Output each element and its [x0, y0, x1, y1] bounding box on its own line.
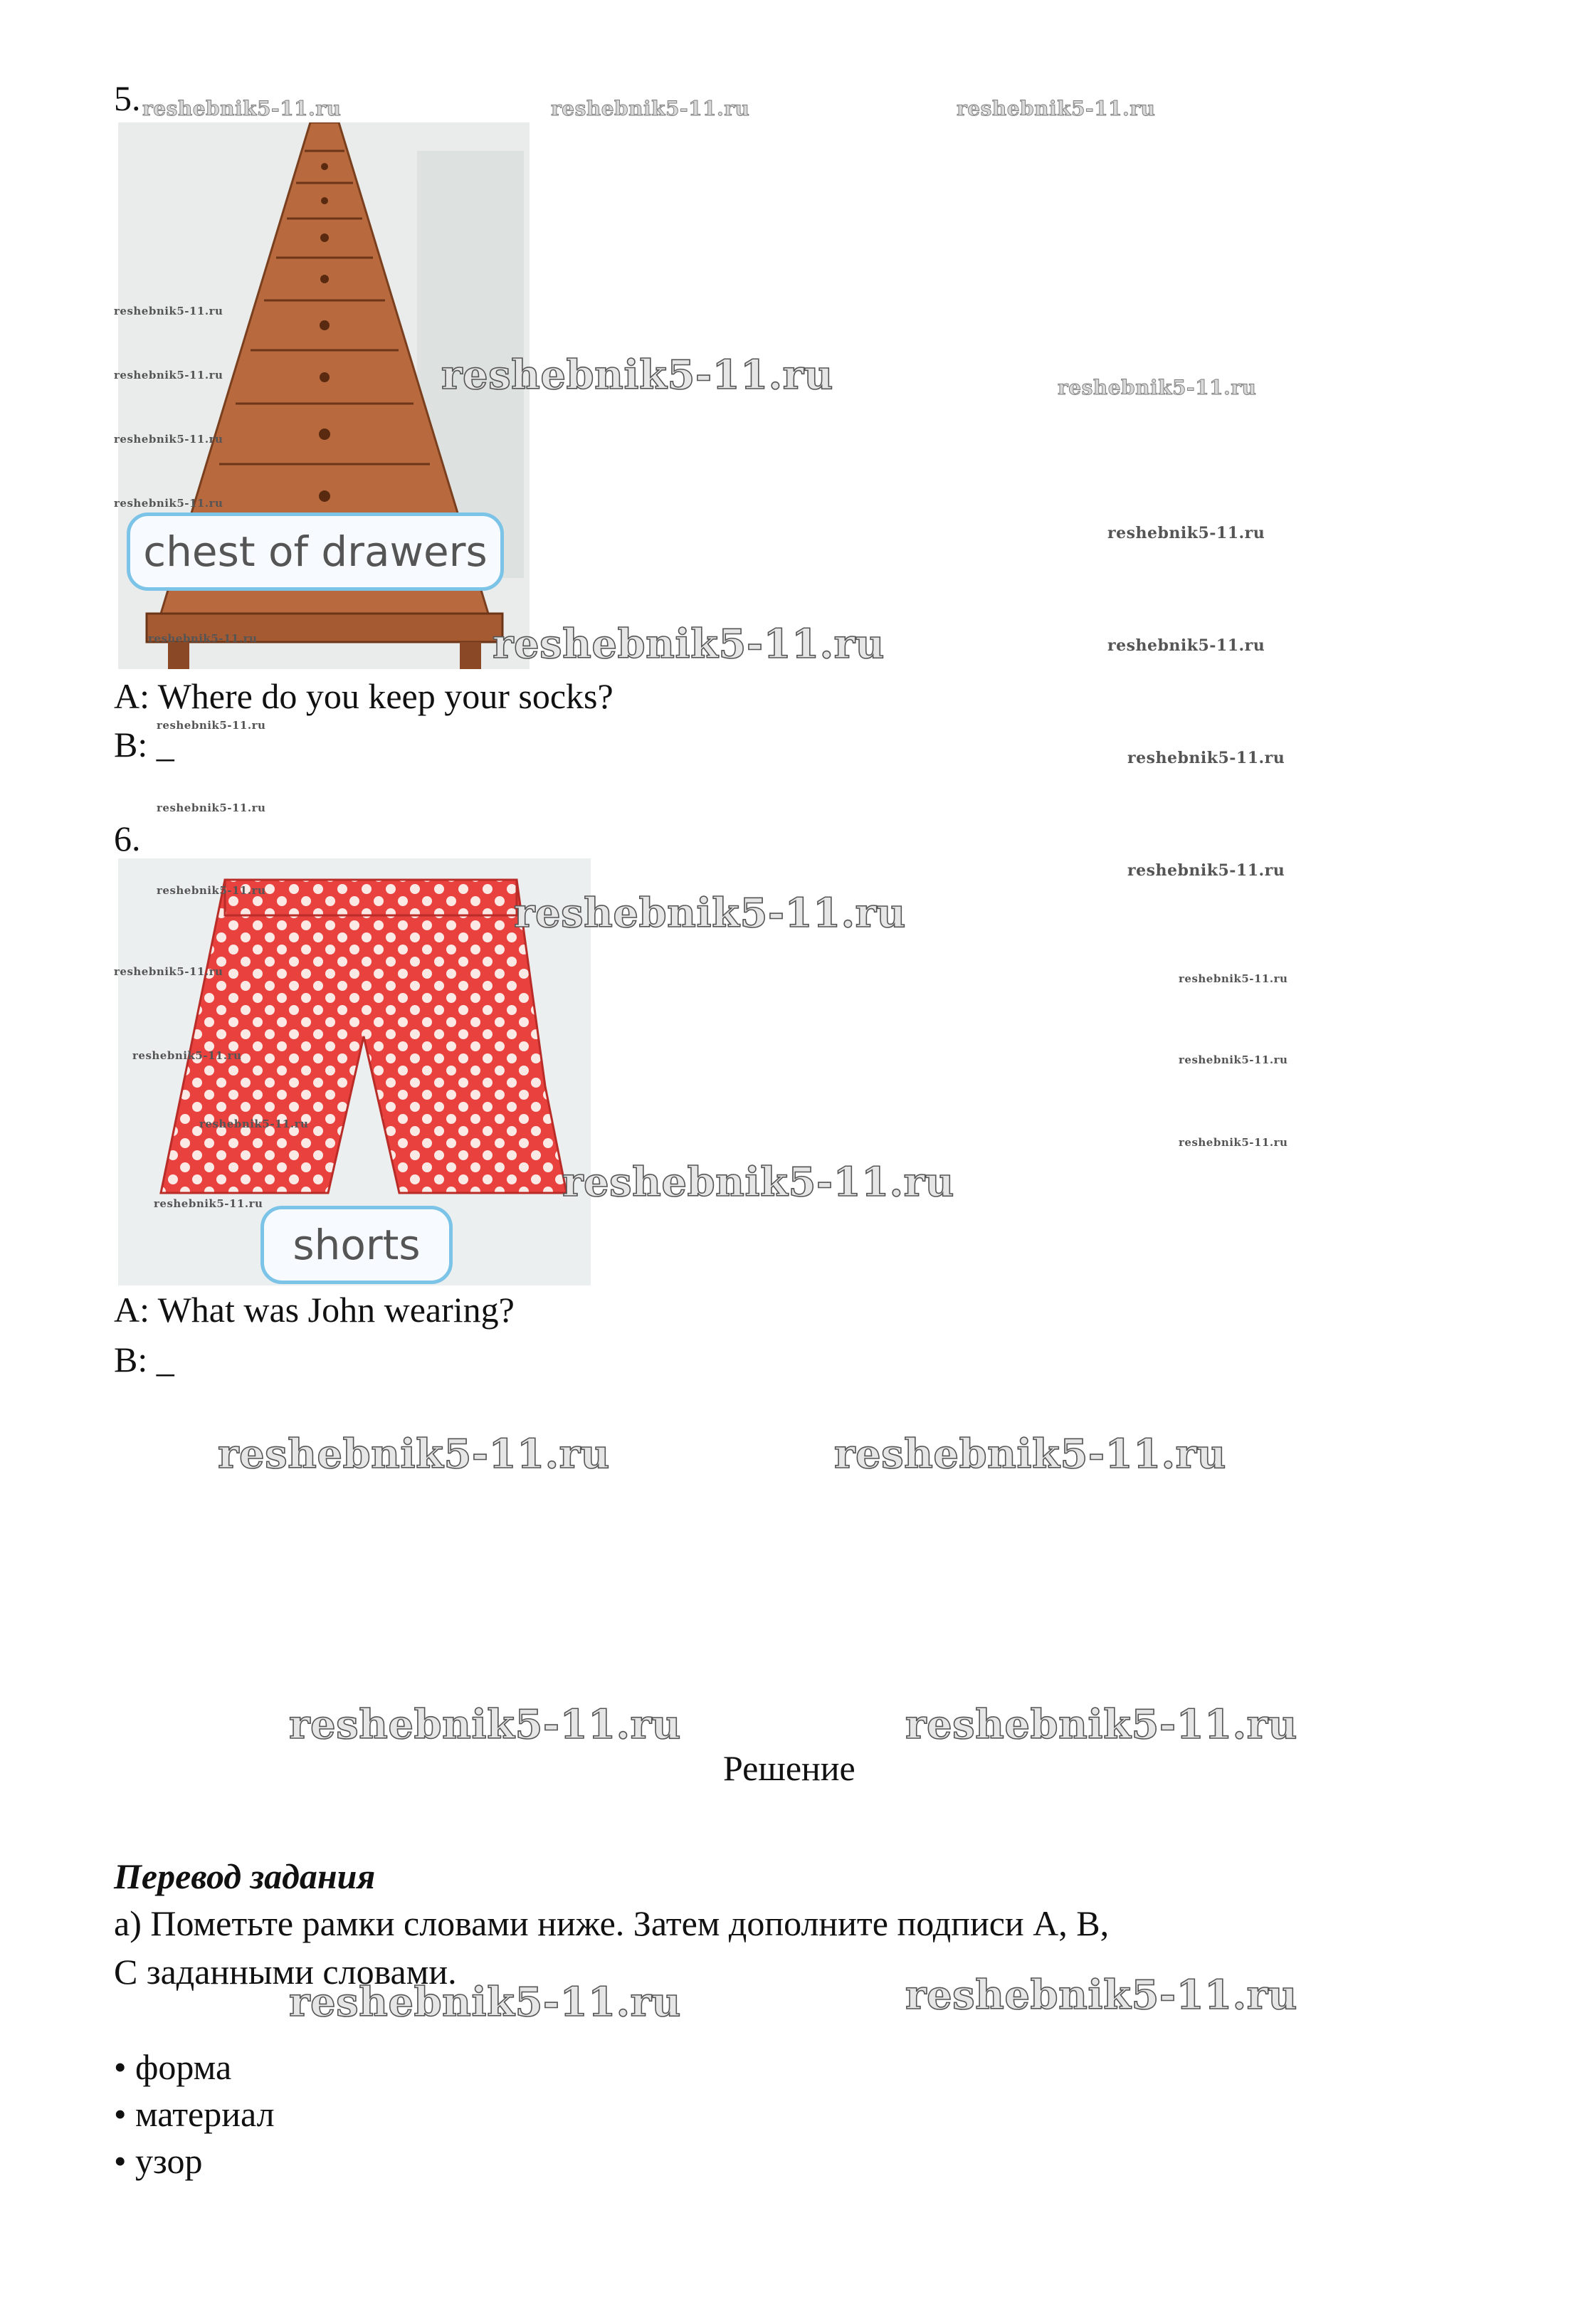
exercise-5-answer: B: _ [114, 725, 174, 764]
watermark: reshebnik5-11.ru [218, 1431, 610, 1478]
watermark: reshebnik5-11.ru [132, 1049, 242, 1062]
watermark: reshebnik5-11.ru [551, 97, 750, 120]
watermark: reshebnik5-11.ru [114, 433, 223, 446]
watermark: reshebnik5-11.ru [154, 1197, 263, 1210]
exercise-6-number: 6. [114, 819, 141, 858]
watermark: reshebnik5-11.ru [157, 801, 266, 814]
watermark: reshebnik5-11.ru [1127, 861, 1285, 880]
instruction-line-1: а) Пометьте рамки словами ниже. Затем дополните подписи A, B, [114, 1903, 1110, 1943]
shorts-label: shorts [260, 1206, 453, 1284]
instruction-line-2: C заданными словами. [114, 1952, 457, 1992]
translation-title: Перевод задания [114, 1856, 376, 1896]
watermark: reshebnik5-11.ru [142, 97, 342, 120]
chest-of-drawers-label: chest of drawers [127, 512, 504, 591]
watermark: reshebnik5-11.ru [834, 1431, 1226, 1478]
watermark: reshebnik5-11.ru [1107, 636, 1265, 655]
watermark: reshebnik5-11.ru [957, 97, 1156, 120]
bullet-item: • материал [114, 2094, 275, 2134]
exercise-6-answer: B: _ [114, 1340, 174, 1379]
watermark: reshebnik5-11.ru [1058, 376, 1257, 399]
watermark: reshebnik5-11.ru [1127, 749, 1285, 767]
exercise-5-question: A: Where do you keep your socks? [114, 676, 614, 716]
watermark: reshebnik5-11.ru [1179, 1136, 1288, 1149]
watermark: reshebnik5-11.ru [493, 621, 885, 668]
watermark: reshebnik5-11.ru [148, 632, 258, 645]
watermark: reshebnik5-11.ru [289, 1701, 681, 1748]
watermark: reshebnik5-11.ru [514, 890, 906, 937]
watermark: reshebnik5-11.ru [199, 1118, 309, 1130]
watermark: reshebnik5-11.ru [441, 352, 833, 399]
watermark: reshebnik5-11.ru [157, 719, 266, 732]
watermark: reshebnik5-11.ru [1179, 1053, 1288, 1066]
watermark: reshebnik5-11.ru [289, 1979, 681, 2026]
exercise-5-number: 5. [114, 78, 141, 118]
watermark: reshebnik5-11.ru [905, 1701, 1297, 1748]
bullet-item: • узор [114, 2141, 203, 2181]
watermark: reshebnik5-11.ru [114, 965, 223, 978]
watermark: reshebnik5-11.ru [114, 369, 223, 382]
watermark: reshebnik5-11.ru [114, 497, 223, 510]
watermark: reshebnik5-11.ru [1179, 972, 1288, 985]
watermark: reshebnik5-11.ru [905, 1972, 1297, 2019]
exercise-6-question: A: What was John wearing? [114, 1290, 515, 1330]
watermark: reshebnik5-11.ru [157, 884, 266, 897]
watermark: reshebnik5-11.ru [114, 305, 223, 317]
watermark: reshebnik5-11.ru [562, 1159, 954, 1206]
solution-heading: Решение [723, 1748, 855, 1788]
bullet-item: • форма [114, 2047, 232, 2087]
watermark: reshebnik5-11.ru [1107, 524, 1265, 542]
